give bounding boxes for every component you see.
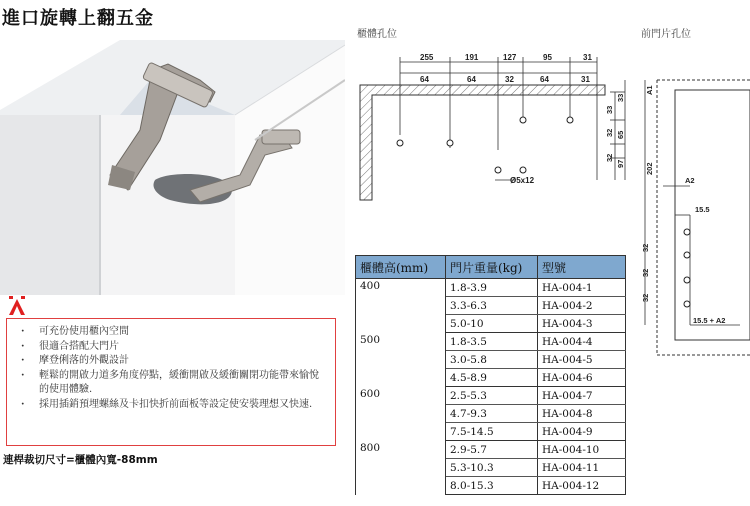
column-header: 型號: [538, 256, 626, 279]
dim-label: 64: [467, 75, 476, 84]
door-weight-cell: 2.5-5.3: [446, 387, 538, 405]
dim-label: 202: [645, 162, 654, 175]
dim-label: 15.5 + A2: [693, 316, 726, 325]
brand-logo: [6, 296, 28, 316]
page-title: 進口旋轉上翻五金: [2, 8, 154, 29]
table-row: [356, 333, 626, 351]
model-cell: HA-004-11: [538, 459, 626, 477]
dim-label: 64: [540, 75, 549, 84]
feature-item: · 輕鬆的開啟力道多角度停點，緩衝開啟及緩衝關閉功能帶來愉悅的使用體驗.: [11, 369, 327, 398]
feature-item: · 採用插銷預埋螺絲及卡扣快折前面板等設定使安裝理想又快速.: [11, 398, 327, 413]
cabinet-height-cell: 400: [356, 279, 446, 333]
door-weight-cell: 2.9-5.7: [446, 441, 538, 459]
door-weight-cell: 3.3-6.3: [446, 297, 538, 315]
dim-label: 64: [420, 75, 429, 84]
column-header: 櫃體高(mm): [356, 256, 446, 279]
door-weight-cell: 8.0-15.3: [446, 477, 538, 495]
model-cell: HA-004-12: [538, 477, 626, 495]
spec-table: [355, 255, 626, 495]
dim-label: 32: [605, 153, 614, 162]
feature-item: · 可充份使用櫃內空間: [11, 325, 327, 340]
cabinet-height-cell: 600: [356, 387, 446, 441]
door-weight-cell: 4.5-8.9: [446, 369, 538, 387]
mounting-holes: [397, 117, 573, 173]
dim-label: 255: [420, 53, 434, 62]
dim-label: A2: [685, 176, 695, 185]
model-cell: HA-004-4: [538, 333, 626, 351]
dim-label: 95: [543, 53, 552, 62]
dim-label: 127: [503, 53, 517, 62]
model-cell: HA-004-8: [538, 405, 626, 423]
dim-label: 32: [605, 128, 614, 137]
table-header-row: [356, 256, 626, 279]
dim-label: 65: [616, 130, 625, 139]
model-cell: HA-004-5: [538, 351, 626, 369]
door-weight-cell: 5.0-10: [446, 315, 538, 333]
door-weight-cell: 7.5-14.5: [446, 423, 538, 441]
model-cell: HA-004-10: [538, 441, 626, 459]
model-cell: HA-004-3: [538, 315, 626, 333]
table-row: [356, 441, 626, 459]
dim-label: 31: [581, 75, 590, 84]
door-section: [641, 80, 750, 355]
dim-label: 33: [616, 93, 625, 102]
feature-item: · 摩登俐落的外觀設計: [11, 354, 327, 369]
feature-list: [11, 325, 327, 412]
dim-label: 32: [641, 268, 650, 277]
dim-label: A1: [645, 85, 654, 95]
door-weight-cell: 5.3-10.3: [446, 459, 538, 477]
door-weight-cell: 3.0-5.8: [446, 351, 538, 369]
caption-cabinet-holes: 櫃體孔位: [357, 29, 397, 40]
product-photo: [0, 40, 345, 295]
door-weight-cell: 4.7-9.3: [446, 405, 538, 423]
model-cell: HA-004-6: [538, 369, 626, 387]
dim-label: 97: [616, 159, 625, 168]
top-dimension-labels: [420, 53, 592, 84]
dim-label: 32: [505, 75, 514, 84]
caption-door-holes: 前門片孔位: [641, 29, 691, 40]
door-weight-cell: 1.8-3.5: [446, 333, 538, 351]
cabinet-height-cell: 500: [356, 333, 446, 387]
dim-label: 31: [583, 53, 592, 62]
model-cell: HA-004-2: [538, 297, 626, 315]
cut-size-note: 連桿裁切尺寸=櫃體內寬-88mm: [3, 454, 158, 466]
table-row: [356, 279, 626, 297]
model-cell: HA-004-1: [538, 279, 626, 297]
feature-item: · 很適合搭配大門片: [11, 340, 327, 355]
model-cell: HA-004-7: [538, 387, 626, 405]
dim-label: 32: [641, 293, 650, 302]
column-header: 門片重量(kg): [446, 256, 538, 279]
dim-label: 32: [641, 243, 650, 252]
table-row: [356, 387, 626, 405]
dim-label: 33: [605, 105, 614, 114]
cabinet-height-cell: 800: [356, 441, 446, 495]
hole-size-label: Ø5x12: [510, 176, 535, 185]
feature-list-box: [6, 318, 336, 446]
model-cell: HA-004-9: [538, 423, 626, 441]
door-weight-cell: 1.8-3.9: [446, 279, 538, 297]
dim-label: 15.5: [695, 205, 710, 214]
dim-label: 191: [465, 53, 479, 62]
